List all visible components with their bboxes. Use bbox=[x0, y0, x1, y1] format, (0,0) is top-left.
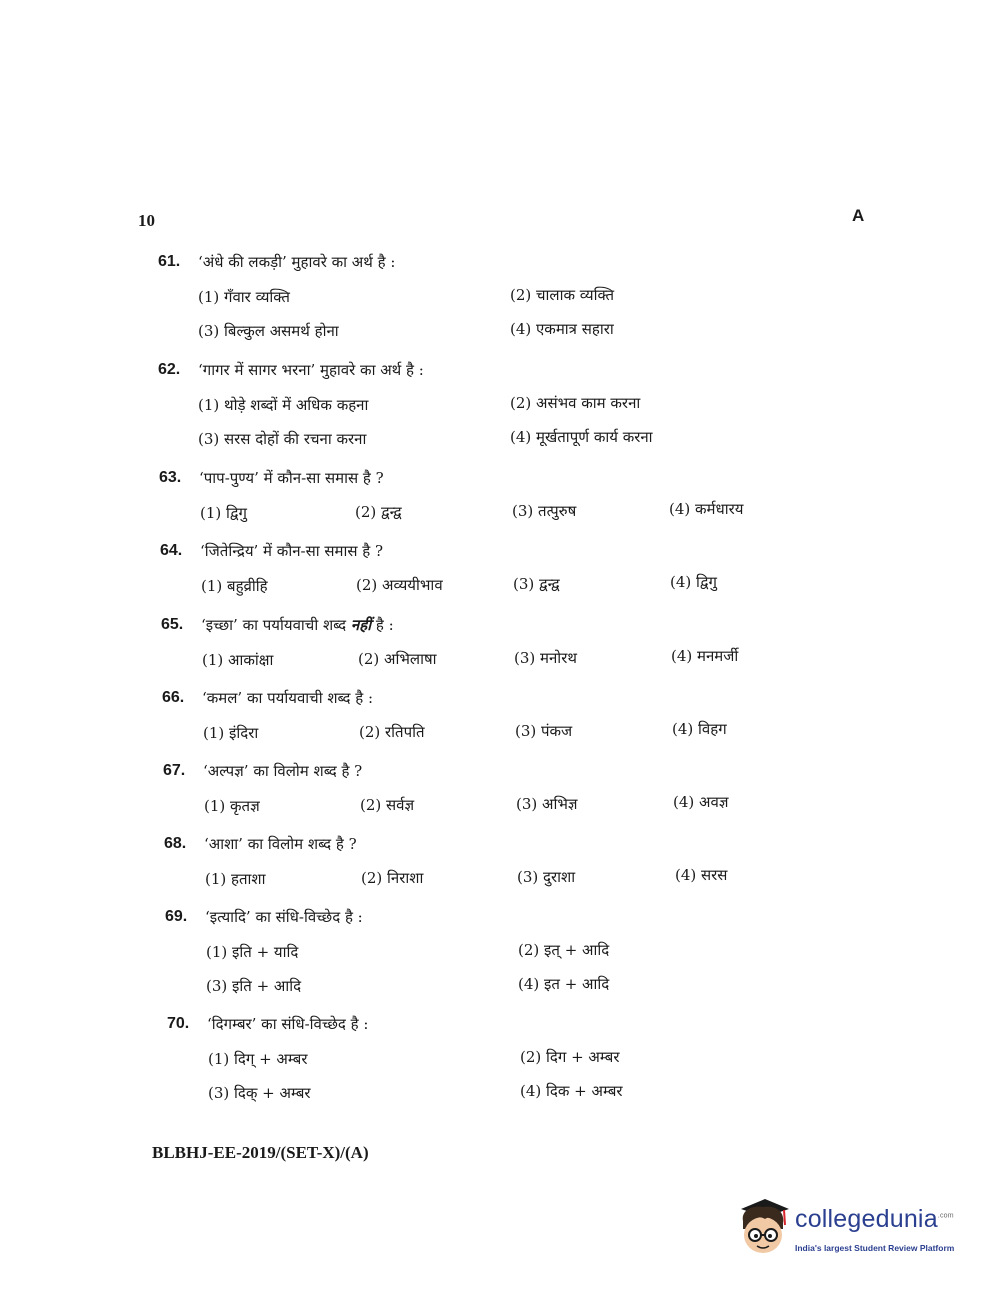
option-4: (4) इत + आदि bbox=[518, 975, 610, 993]
question-number: 65. bbox=[161, 616, 184, 633]
question-61 bbox=[0, 253, 993, 363]
option-2: (2) रतिपति bbox=[359, 723, 425, 741]
option-3: (3) द्वन्द्व bbox=[513, 575, 560, 593]
option-2: (2) दिग + अम्बर bbox=[520, 1048, 620, 1066]
option-1: (1) गँवार व्यक्ति bbox=[198, 288, 290, 306]
option-3: (3) दिक् + अम्बर bbox=[208, 1084, 311, 1102]
question-text: ‘आशा’ का विलोम शब्द है ? bbox=[204, 835, 357, 853]
question-number: 70. bbox=[167, 1015, 190, 1032]
question-number: 64. bbox=[160, 542, 183, 559]
option-2: (2) असंभव काम करना bbox=[510, 394, 641, 412]
question-text-start: ‘इच्छा’ का पर्यायवाची शब्द bbox=[201, 616, 351, 634]
question-number: 66. bbox=[162, 689, 185, 706]
question-text-emphasis: नहीं bbox=[350, 616, 372, 634]
collegedunia-logo bbox=[735, 1195, 965, 1265]
question-text: ‘गागर में सागर भरना’ मुहावरे का अर्थ है : bbox=[198, 361, 424, 379]
question-69 bbox=[0, 908, 993, 1018]
option-2: (2) निराशा bbox=[361, 869, 424, 887]
question-text: ‘इत्यादि’ का संधि-विच्छेद है : bbox=[205, 908, 363, 926]
option-4: (4) विहग bbox=[672, 720, 727, 738]
question-text: ‘पाप-पुण्य’ में कौन-सा समास है ? bbox=[199, 469, 384, 487]
option-1: (1) हताशा bbox=[205, 870, 266, 888]
option-2: (2) सर्वज्ञ bbox=[360, 796, 415, 814]
page-number: 10 bbox=[138, 211, 155, 230]
option-4: (4) अवज्ञ bbox=[673, 793, 729, 811]
option-3: (3) दुराशा bbox=[517, 868, 576, 886]
question-number: 62. bbox=[158, 361, 181, 378]
option-1: (1) इति + यादि bbox=[206, 943, 299, 961]
question-text-end: है : bbox=[371, 616, 394, 634]
option-3: (3) सरस दोहों की रचना करना bbox=[198, 430, 367, 448]
question-text: ‘जितेन्द्रिय’ में कौन-सा समास है ? bbox=[200, 542, 384, 560]
option-4: (4) द्विगु bbox=[670, 573, 717, 591]
option-3: (3) बिल्कुल असमर्थ होना bbox=[198, 322, 339, 340]
option-4: (4) एकमात्र सहारा bbox=[510, 320, 614, 338]
logo-suffix: .com bbox=[937, 1212, 954, 1220]
option-2: (2) चालाक व्यक्ति bbox=[510, 286, 615, 304]
option-1: (1) आकांक्षा bbox=[202, 651, 274, 669]
logo-wordmark bbox=[795, 1205, 954, 1234]
option-4: (4) मनमर्जी bbox=[671, 647, 739, 665]
option-1: (1) बहुव्रीहि bbox=[201, 577, 268, 595]
option-3: (3) मनोरथ bbox=[514, 649, 577, 667]
question-number: 69. bbox=[165, 908, 188, 925]
option-1: (1) थोड़े शब्दों में अधिक कहना bbox=[198, 396, 369, 414]
question-text: ‘अल्पज्ञ’ का विलोम शब्द है ? bbox=[203, 762, 363, 780]
option-2: (2) द्वन्द्व bbox=[355, 503, 402, 521]
logo-name: collegedunia bbox=[795, 1205, 938, 1233]
option-2: (2) इत् + आदि bbox=[518, 941, 610, 959]
option-3: (3) इति + आदि bbox=[206, 977, 302, 995]
question-text: ‘दिगम्बर’ का संधि-विच्छेद है : bbox=[207, 1015, 369, 1033]
option-1: (1) इंदिरा bbox=[203, 724, 259, 742]
option-4: (4) सरस bbox=[675, 866, 728, 884]
question-62 bbox=[0, 361, 993, 471]
question-text: ‘कमल’ का पर्यायवाची शब्द है : bbox=[202, 689, 374, 707]
option-4: (4) कर्मधारय bbox=[669, 500, 744, 518]
question-70 bbox=[0, 1015, 993, 1125]
option-3: (3) पंकज bbox=[515, 722, 573, 740]
mascot-icon bbox=[735, 1195, 793, 1257]
option-1: (1) द्विगु bbox=[200, 504, 247, 522]
option-1: (1) दिग् + अम्बर bbox=[208, 1050, 308, 1068]
question-number: 63. bbox=[159, 469, 182, 486]
set-letter: A bbox=[852, 206, 865, 225]
question-number: 67. bbox=[163, 762, 186, 779]
option-1: (1) कृतज्ञ bbox=[204, 797, 260, 815]
option-3: (3) अभिज्ञ bbox=[516, 795, 578, 813]
option-4: (4) दिक + अम्बर bbox=[520, 1082, 623, 1100]
option-2: (2) अभिलाषा bbox=[358, 650, 437, 668]
option-2: (2) अव्ययीभाव bbox=[356, 576, 443, 594]
question-number: 61. bbox=[158, 253, 181, 270]
footer-exam-code: BLBHJ-EE-2019/(SET-X)/(A) bbox=[152, 1143, 369, 1162]
question-text: ‘अंधे की लकड़ी’ मुहावरे का अर्थ है : bbox=[198, 253, 396, 271]
question-number: 68. bbox=[164, 835, 187, 852]
logo-tagline: India's largest Student Review Platform bbox=[795, 1243, 955, 1253]
question-text bbox=[201, 615, 394, 635]
option-3: (3) तत्पुरुष bbox=[512, 502, 577, 520]
option-4: (4) मूर्खतापूर्ण कार्य करना bbox=[510, 428, 653, 446]
